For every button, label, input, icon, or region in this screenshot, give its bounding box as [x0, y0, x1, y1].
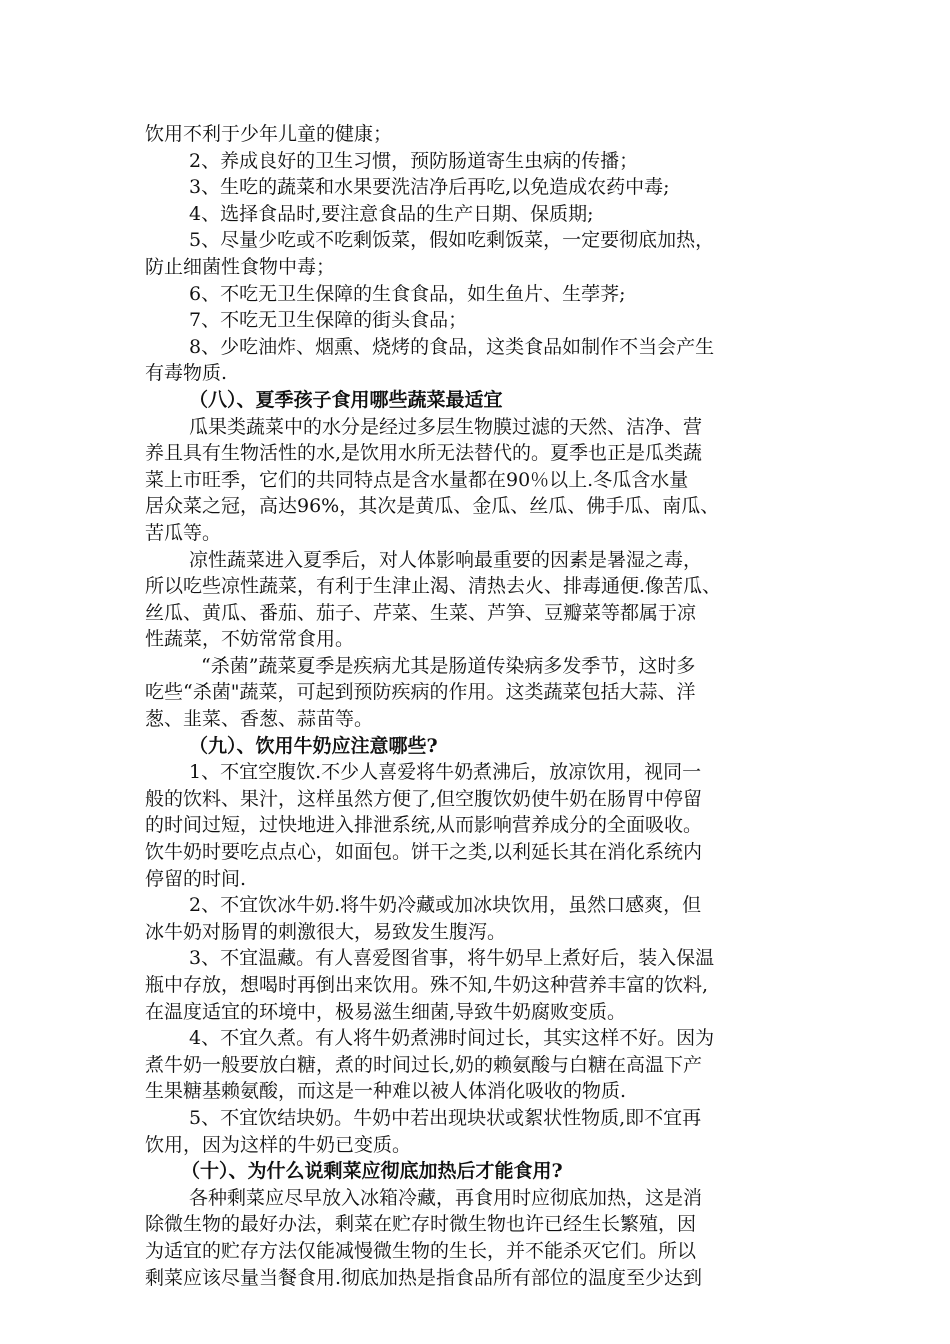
text-line: 饮牛奶时要吃点点心，如面包。饼干之类,以利延长其在消化系统内: [145, 841, 703, 864]
list-item: 1、不宜空腹饮.不少人喜爱将牛奶煮沸后，放凉饮用，视同一: [189, 761, 702, 784]
text-line: 生果糖基赖氨酸，而这是一种难以被人体消化吸收的物质.: [145, 1080, 627, 1103]
paragraph-line: 凉性蔬菜进入夏季后，对人体影响最重要的因素是暑湿之毒，: [189, 548, 703, 571]
section-heading: （十）、为什么说剩菜应彻底加热后才能食用?: [181, 1160, 563, 1183]
text-line: 吃些“杀菌"蔬菜，可起到预防疾病的作用。这类蔬菜包括大蒜、洋: [145, 681, 696, 704]
text-line: 在温度适宜的环境中，极易滋生细菌,导致牛奶腐败变质。: [145, 1000, 627, 1023]
section-heading: （九）、饮用牛奶应注意哪些?: [189, 734, 438, 757]
text-line: 停留的时间.: [145, 867, 247, 890]
text-line: 养且具有生物活性的水,是饮用水所无法替代的。夏季也正是瓜类蔬: [145, 442, 703, 465]
list-item: 8、少吃油炸、烟熏、烧烤的食品，这类食品如制作不当会产生: [189, 335, 715, 358]
document-body: [145, 121, 805, 1291]
list-item: 7、不吃无卫生保障的街头食品；: [189, 309, 468, 332]
text-line: 性蔬菜，不妨常常食用。: [145, 628, 355, 651]
paragraph-line: 瓜果类蔬菜中的水分是经过多层生物膜过滤的天然、洁净、营: [189, 415, 703, 438]
text-line: 苦瓜等。: [145, 521, 222, 544]
text-line: 剩菜应该尽量当餐食用.彻底加热是指食品所有部位的温度至少达到: [145, 1266, 703, 1289]
text-line: 除微生物的最好办法，剩菜在贮存时微生物也许已经生长繁殖，因: [145, 1213, 697, 1236]
list-item: 4、不宜久煮。有人将牛奶煮沸时间过长，其实这样不好。因为: [189, 1027, 715, 1050]
text-line: 般的饮料、果汁，这样虽然方便了,但空腹饮奶使牛奶在肠胃中停留: [145, 787, 703, 810]
list-item: 5、不宜饮结块奶。牛奶中若出现块状或絮状性物质,即不宜再: [189, 1106, 702, 1129]
list-item: 6、不吃无卫生保障的生食食品，如生鱼片、生荸荠;: [189, 282, 626, 305]
text-line: 居众菜之冠，高达96%，其次是黄瓜、金瓜、丝瓜、佛手瓜、南瓜、: [145, 495, 720, 518]
text-line: 冰牛奶对肠胃的刺激很大，易致发生腹泻。: [145, 920, 507, 943]
text-line: 为适宜的贮存方法仅能减慢微生物的生长，并不能杀灭它们。所以: [145, 1239, 697, 1262]
list-item: 4、选择食品时,要注意食品的生产日期、保质期;: [189, 202, 594, 225]
paragraph-line: 各种剩菜应尽早放入冰箱冷藏，再食用时应彻底加热，这是消: [189, 1186, 703, 1209]
list-item: 2、养成良好的卫生习惯，预防肠道寄生虫病的传播；: [189, 149, 639, 172]
paragraph-line: “杀菌”蔬菜夏季是疾病尤其是肠道传染病多发季节，这时多: [201, 654, 696, 677]
text-line: 丝瓜、黄瓜、番茄、茄子、芹菜、生菜、芦笋、豆瓣菜等都属于凉: [145, 601, 697, 624]
list-item: 5、尽量少吃或不吃剩饭菜，假如吃剩饭菜，一定要彻底加热，: [189, 229, 715, 252]
section-heading: （八）、夏季孩子食用哪些蔬菜最适宜: [189, 388, 503, 411]
text-line: 防止细菌性食物中毒；: [145, 255, 336, 278]
text-line: 饮用不利于少年儿童的健康；: [145, 123, 393, 145]
text-line: 有毒物质.: [145, 362, 228, 385]
list-item: 3、生吃的蔬菜和水果要洗洁净后再吃,以免造成农药中毒;: [189, 176, 670, 199]
text-line: 菜上市旺季，它们的共同特点是含水量都在90％以上.冬瓜含水量: [145, 468, 689, 491]
text-line: 瓶中存放，想喝时再倒出来饮用。殊不知,牛奶这种营养丰富的饮料,: [145, 974, 709, 996]
text-line: 所以吃些凉性蔬菜，有利于生津止渴、清热去火、排毒通便.像苦瓜、: [145, 575, 722, 598]
text-line: 饮用，因为这样的牛奶已变质。: [145, 1133, 412, 1156]
text-line: 葱、韭菜、香葱、蒜苗等。: [145, 708, 374, 731]
text-line: 的时间过短，过快地进入排泄系统,从而影响营养成分的全面吸收。: [145, 814, 703, 837]
text-line: 煮牛奶一般要放白糖，煮的时间过长,奶的赖氨酸与白糖在高温下产: [145, 1053, 703, 1076]
list-item: 3、不宜温藏。有人喜爱图省事，将牛奶早上煮好后，装入保温: [189, 947, 715, 970]
list-item: 2、不宜饮冰牛奶.将牛奶冷藏或加冰块饮用，虽然口感爽，但: [189, 894, 702, 917]
